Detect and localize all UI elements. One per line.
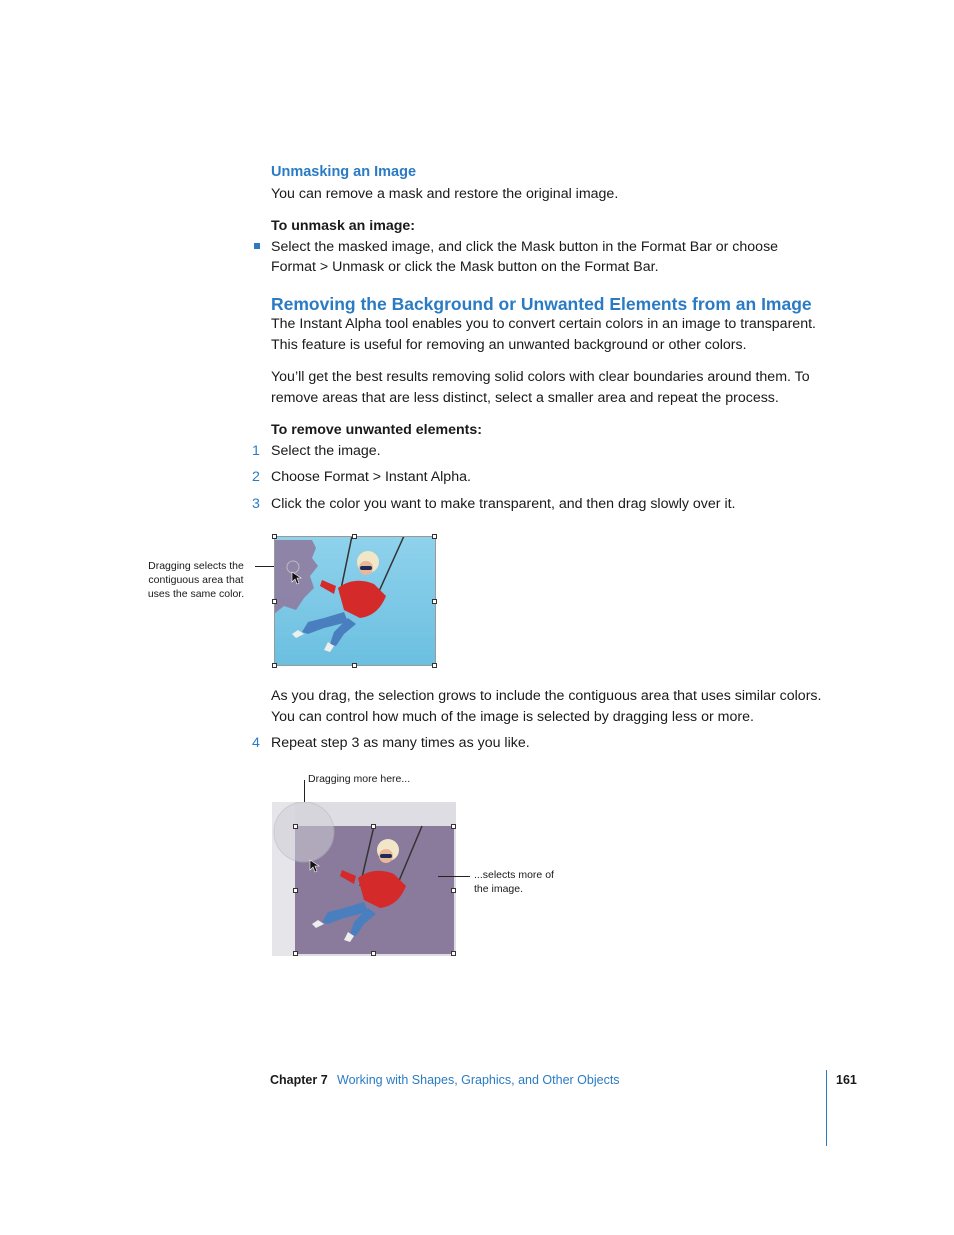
callout-line: contiguous area that [148, 574, 244, 586]
paragraph: You can remove a mask and restore the original image. [271, 186, 619, 202]
footer-divider [826, 1070, 827, 1146]
footer-chapter: Chapter 7 [270, 1073, 328, 1087]
paragraph: You can control how much of the image is selected by dragging less or more. [271, 709, 754, 725]
resize-handle [352, 663, 357, 668]
paragraph: This feature is useful for removing an unwanted background or other colors. [271, 337, 747, 353]
section-title-unmasking: Unmasking an Image [271, 164, 417, 180]
callout-selects-more [474, 868, 554, 896]
resize-handle [371, 824, 376, 829]
step-text: Choose Format > Instant Alpha. [271, 469, 471, 485]
step-number: 4 [252, 735, 260, 751]
swing-photo [274, 536, 436, 666]
callout-line: uses the same color. [147, 588, 245, 600]
resize-handle [293, 951, 298, 956]
bullet-text: Format > Unmask or click the Mask button on the Format Bar. [271, 259, 659, 275]
callout-line: the image. [474, 883, 524, 895]
paragraph: As you drag, the selection grows to include the contiguous area that uses similar colors. [271, 688, 822, 704]
task-heading: To unmask an image: [271, 218, 416, 234]
resize-handle [432, 663, 437, 668]
step-number: 1 [252, 443, 260, 459]
resize-handle [293, 824, 298, 829]
resize-handle [352, 534, 357, 539]
resize-handle [272, 663, 277, 668]
step-text: Click the color you want to make transparent, and then drag slowly over it. [271, 496, 736, 512]
bullet-text: Select the masked image, and click the Mask button in the Format Bar or choose [271, 239, 779, 255]
swing-photo-expanded [272, 802, 456, 956]
page-number: 161 [836, 1073, 857, 1087]
callout-dragging-more: Dragging more here... [308, 773, 411, 785]
task-heading: To remove unwanted elements: [271, 422, 483, 438]
figure-swing-expanded-selection [272, 802, 456, 956]
resize-handle [371, 951, 376, 956]
resize-handle [451, 951, 456, 956]
resize-handle [293, 888, 298, 893]
resize-handle [432, 534, 437, 539]
resize-handle [272, 599, 277, 604]
callout-line: Dragging selects the [148, 560, 244, 572]
step-text: Select the image. [271, 443, 381, 459]
resize-handle [272, 534, 277, 539]
section-title-removing-background: Removing the Background or Unwanted Elements from an Image [271, 294, 812, 314]
step-number: 2 [252, 469, 260, 485]
callout-leader-line [438, 876, 470, 877]
bullet-icon [254, 243, 260, 249]
paragraph: The Instant Alpha tool enables you to convert certain colors in an image to transparent. [271, 316, 816, 332]
paragraph: You’ll get the best results removing solid colors with clear boundaries around them. To [271, 369, 810, 385]
resize-handle [451, 888, 456, 893]
paragraph: remove areas that are less distinct, select a smaller area and repeat the process. [271, 390, 779, 406]
step-text: Repeat step 3 as many times as you like. [271, 735, 530, 751]
callout-line: ...selects more of [474, 869, 554, 881]
figure-swing-selection [274, 536, 436, 666]
resize-handle [451, 824, 456, 829]
step-number: 3 [252, 496, 260, 512]
callout-dragging-selects [140, 559, 252, 601]
resize-handle [432, 599, 437, 604]
footer-chapter-title: Working with Shapes, Graphics, and Other Objects [337, 1073, 620, 1087]
